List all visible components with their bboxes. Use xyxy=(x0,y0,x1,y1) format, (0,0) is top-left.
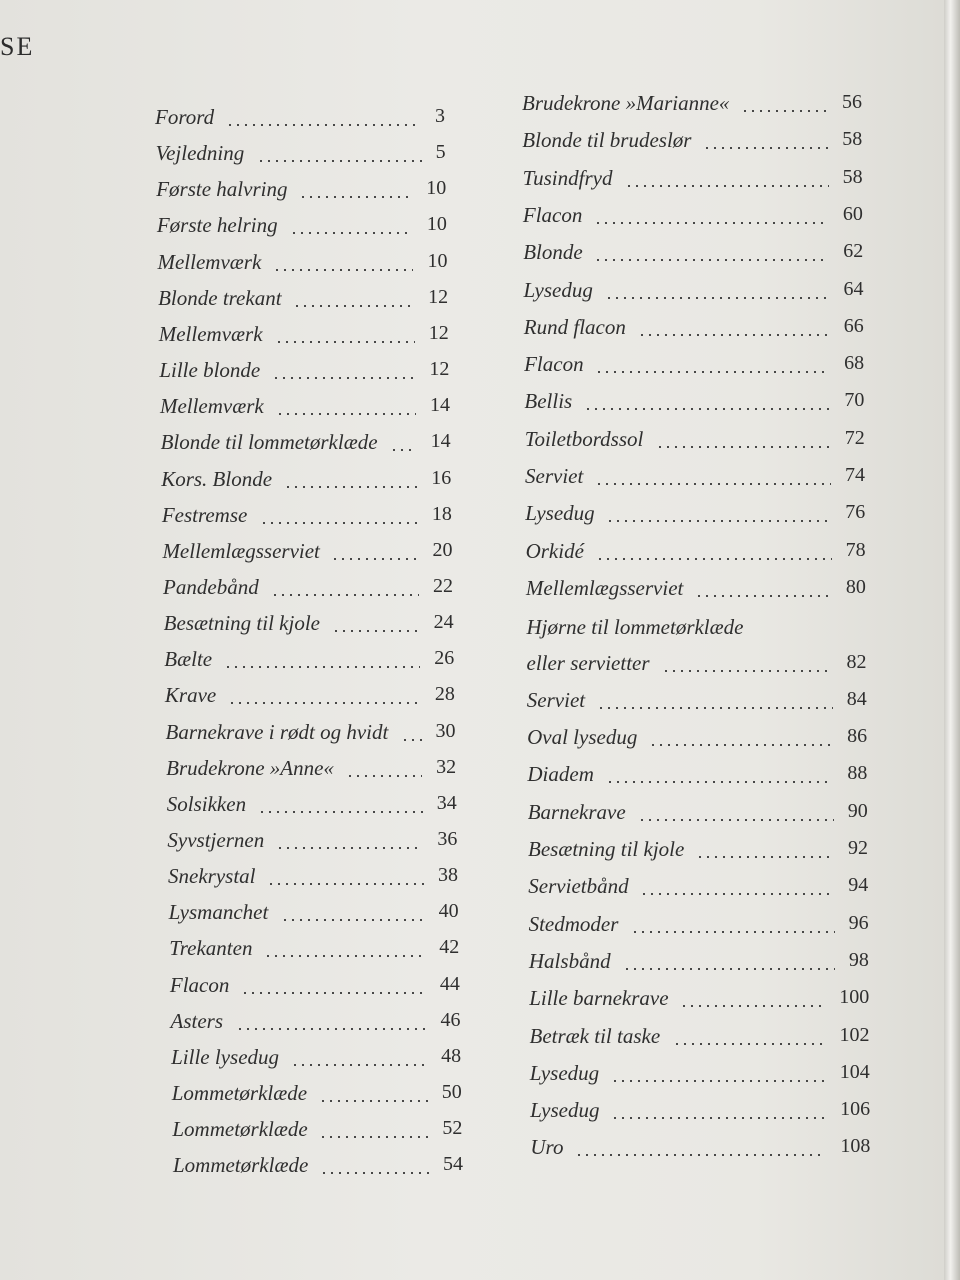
toc-page-number: 12 xyxy=(429,358,450,381)
toc-entry xyxy=(165,678,455,712)
toc-entry xyxy=(158,281,448,315)
toc-entry xyxy=(523,198,863,232)
toc-entry xyxy=(529,981,869,1015)
toc-page-number: 24 xyxy=(433,611,454,634)
toc-leader-dots xyxy=(638,819,834,821)
toc-entry-title: Mellemlægsserviet xyxy=(525,575,684,600)
toc-entry-title: Asters xyxy=(170,1008,223,1033)
toc-leader-dots xyxy=(606,781,833,783)
toc-page-number: 68 xyxy=(844,352,865,375)
toc-entry-title: Rund flacon xyxy=(523,314,626,339)
toc-page-number: 50 xyxy=(441,1081,462,1104)
toc-entry-title: Flacon xyxy=(169,972,230,997)
toc-entry xyxy=(164,606,454,640)
toc-page-number: 82 xyxy=(846,650,867,673)
toc-page-number: 76 xyxy=(845,501,866,524)
toc-page-number: 86 xyxy=(847,725,868,748)
toc-page-number: 80 xyxy=(845,575,866,598)
toc-entry xyxy=(522,86,862,120)
toc-page-number: 56 xyxy=(842,91,862,113)
toc-entry-title: Bælte xyxy=(164,647,213,672)
toc-leader-dots xyxy=(331,558,418,560)
toc-entry-title: Forord xyxy=(155,105,215,129)
toc-entry xyxy=(156,172,446,206)
toc-leader-dots xyxy=(272,377,415,379)
toc-leader-dots xyxy=(584,408,830,410)
toc-entry-title: Lille lysedug xyxy=(171,1044,280,1069)
toc-entry xyxy=(524,347,864,381)
toc-page-number: 10 xyxy=(426,177,447,200)
toc-page-number: 10 xyxy=(427,249,448,272)
toc-entry xyxy=(157,245,447,279)
toc-leader-dots xyxy=(258,811,423,813)
toc-entry xyxy=(530,1130,870,1164)
toc-leader-dots xyxy=(319,1136,428,1138)
toc-entry xyxy=(167,823,457,857)
toc-leader-dots xyxy=(224,666,420,668)
toc-entry xyxy=(156,136,446,170)
toc-leader-dots xyxy=(299,196,412,198)
toc-leader-dots xyxy=(696,856,834,858)
toc-page-number: 48 xyxy=(441,1044,462,1067)
toc-page-number: 40 xyxy=(438,900,459,923)
toc-page-number: 90 xyxy=(847,799,868,822)
toc-page-number: 14 xyxy=(430,430,451,453)
toc-entry-title-continued: eller servietter xyxy=(526,650,650,675)
toc-entry xyxy=(530,1056,870,1090)
toc-entry-title: Serviet xyxy=(526,687,586,712)
toc-leader-dots xyxy=(293,305,414,307)
toc-entry-title: Første halvring xyxy=(156,177,288,202)
toc-entry xyxy=(526,614,867,680)
toc-leader-dots xyxy=(656,446,831,448)
toc-leader-dots xyxy=(228,702,421,704)
toc-entry xyxy=(157,208,447,242)
toc-leader-dots xyxy=(703,147,828,149)
toc-leader-dots xyxy=(319,1100,428,1102)
toc-entry-title: Lysedug xyxy=(530,1098,600,1123)
toc-entry xyxy=(523,161,863,195)
toc-page-number: 36 xyxy=(437,828,458,850)
toc-leader-dots xyxy=(257,160,422,162)
toc-entry-title: Lysedug xyxy=(523,277,593,302)
toc-entry xyxy=(159,317,449,351)
toc-entry xyxy=(159,353,449,387)
toc-page-number: 14 xyxy=(429,394,450,417)
toc-entry xyxy=(162,498,452,532)
toc-leader-dots xyxy=(594,222,829,224)
toc-entry xyxy=(527,720,867,754)
toc-entry-title: Toiletbordssol xyxy=(524,426,644,451)
toc-entry xyxy=(527,757,867,791)
toc-entry xyxy=(526,534,866,568)
toc-page-number: 58 xyxy=(842,128,863,151)
toc-leader-dots xyxy=(273,269,413,271)
toc-page-number: 108 xyxy=(840,1135,871,1158)
toc-entry-title: Brudekrone »Marianne« xyxy=(522,91,730,115)
toc-leader-dots xyxy=(291,1064,427,1066)
toc-page-number: 16 xyxy=(431,466,452,489)
toc-page-number: 38 xyxy=(438,864,459,887)
toc-entry-title: Tusindfryd xyxy=(522,165,613,190)
toc-page-number: 78 xyxy=(845,538,866,561)
toc-entry xyxy=(529,944,869,978)
toc-page-number: 62 xyxy=(843,240,864,263)
toc-page-number: 96 xyxy=(848,911,869,934)
toc-entry-title: Lommetørklæde xyxy=(171,1081,308,1106)
toc-entry xyxy=(166,715,456,749)
toc-entry-title: Brudekrone »Anne« xyxy=(166,755,334,780)
toc-leader-dots xyxy=(281,919,425,921)
toc-page-number: 84 xyxy=(846,687,867,710)
toc-entry xyxy=(155,100,445,134)
toc-page-number: 18 xyxy=(431,502,452,525)
toc-entry xyxy=(529,907,869,941)
toc-entry xyxy=(170,968,460,1002)
toc-entry xyxy=(524,310,864,344)
toc-entry-title: Kors. Blonde xyxy=(161,466,273,491)
toc-entry xyxy=(526,571,866,605)
toc-leader-dots xyxy=(275,341,415,343)
toc-page-number: 10 xyxy=(426,213,447,236)
toc-leader-dots xyxy=(346,775,422,777)
toc-leader-dots xyxy=(741,110,828,112)
toc-leader-dots xyxy=(638,334,830,336)
toc-leader-dots xyxy=(401,739,422,741)
toc-leader-dots xyxy=(606,520,831,522)
toc-entry-title: Lysedug xyxy=(529,1060,600,1085)
toc-entry xyxy=(162,534,452,568)
toc-page-number: 54 xyxy=(442,1153,463,1176)
toc-entry xyxy=(167,787,457,821)
toc-entry-title: Lille barnekrave xyxy=(529,986,669,1011)
toc-entry xyxy=(166,751,456,785)
toc-entry xyxy=(172,1112,462,1146)
toc-entry xyxy=(173,1148,463,1182)
toc-page-number: 32 xyxy=(436,755,457,778)
toc-entry-title: Halsbånd xyxy=(528,948,611,973)
toc-entry-title: Syvstjernen xyxy=(167,828,265,852)
toc-entry-title: Lysmanchet xyxy=(168,900,269,925)
toc-page-number: 102 xyxy=(839,1023,870,1046)
toc-page-number: 106 xyxy=(840,1098,871,1121)
toc-leader-dots xyxy=(271,594,419,596)
toc-entry-title: Pandebånd xyxy=(163,574,259,599)
toc-leader-dots xyxy=(390,449,417,451)
header-fragment: SE xyxy=(0,32,35,61)
toc-entry-title: Lysedug xyxy=(525,501,595,526)
toc-leader-dots xyxy=(695,595,832,597)
toc-entry xyxy=(525,496,865,530)
toc-entry-title: Barnekrave xyxy=(527,799,626,824)
toc-entry-title: Servietbånd xyxy=(528,874,629,899)
toc-entry-title: Blonde til lommetørklæde xyxy=(160,430,378,455)
toc-entry-title: Betræk til taske xyxy=(529,1023,661,1048)
toc-entry-title: Besætning til kjole xyxy=(163,611,320,636)
toc-page-number: 98 xyxy=(848,948,869,971)
toc-leader-dots xyxy=(597,707,833,709)
toc-leader-dots xyxy=(611,1080,826,1082)
toc-page-number: 74 xyxy=(845,464,865,486)
toc-page-number: 3 xyxy=(435,105,445,127)
toc-entry xyxy=(168,859,458,893)
toc-entry-title: Serviet xyxy=(525,464,584,488)
toc-entry xyxy=(160,389,450,423)
toc-entry xyxy=(169,895,459,929)
toc-entry-title: Blonde xyxy=(523,240,583,265)
toc-entry xyxy=(169,931,459,965)
toc-leader-dots xyxy=(631,931,835,933)
toc-entry-title: Første helring xyxy=(156,213,278,238)
toc-page-number: 58 xyxy=(842,165,863,188)
toc-leader-dots xyxy=(673,1043,826,1045)
toc-leader-dots xyxy=(680,1005,825,1007)
toc-entry xyxy=(525,459,865,493)
toc-entry-title: Barnekrave i rødt og hvidt xyxy=(165,719,389,744)
toc-page-number: 92 xyxy=(848,837,868,859)
toc-leader-dots xyxy=(625,185,829,187)
toc-entry-title: Mellemlægsserviet xyxy=(162,538,320,563)
toc-page-number: 26 xyxy=(434,647,455,670)
toc-leader-dots xyxy=(594,259,829,261)
toc-entry xyxy=(530,1093,870,1127)
toc-leader-dots xyxy=(605,297,830,299)
toc-leader-dots xyxy=(595,371,830,373)
toc-entry-title: Lille blonde xyxy=(159,358,261,383)
toc-entry-title: Flacon xyxy=(522,202,583,227)
toc-entry-title: Blonde trekant xyxy=(158,285,282,310)
toc-leader-dots xyxy=(623,968,835,970)
toc-entry-title: Snekrystal xyxy=(168,864,256,889)
toc-entry-title: Stedmoder xyxy=(528,911,619,936)
toc-entry xyxy=(171,1004,461,1038)
toc-leader-dots xyxy=(236,1028,427,1030)
toc-entry-title: Diadem xyxy=(527,762,594,787)
toc-page-number: 60 xyxy=(842,202,863,225)
toc-entry xyxy=(524,384,864,418)
toc-page-number: 100 xyxy=(839,986,870,1009)
toc-leader-dots xyxy=(264,955,425,957)
toc-leader-dots xyxy=(241,992,426,994)
toc-entry xyxy=(163,570,453,604)
toc-entry-title: Bellis xyxy=(524,389,573,414)
toc-page-number: 34 xyxy=(436,791,457,814)
toc-entry xyxy=(171,1040,461,1074)
toc-leader-dots xyxy=(226,124,421,126)
toc-entry xyxy=(523,235,863,269)
toc-entry-title: Lommetørklæde xyxy=(172,1153,309,1178)
toc-leader-dots xyxy=(640,893,834,895)
toc-leader-dots xyxy=(290,232,413,234)
toc-leader-dots xyxy=(662,670,833,672)
toc-page-number: 66 xyxy=(843,314,864,337)
toc-leader-dots xyxy=(595,483,831,485)
toc-page-number: 88 xyxy=(847,762,868,785)
toc-entry xyxy=(528,869,868,903)
toc-leader-dots xyxy=(611,1117,826,1119)
toc-entry-title: Trekanten xyxy=(169,936,253,961)
toc-entry xyxy=(161,462,451,496)
toc-leader-dots xyxy=(332,630,420,632)
toc-entry xyxy=(164,642,454,676)
toc-page-number: 52 xyxy=(442,1117,463,1140)
toc-entry xyxy=(172,1076,462,1110)
toc-leader-dots xyxy=(649,744,833,746)
toc-entry xyxy=(527,683,867,717)
toc-leader-dots xyxy=(267,883,424,885)
toc-entry-title: Mellemværk xyxy=(157,249,262,274)
toc-page-number: 22 xyxy=(433,574,454,597)
toc-page-number: 104 xyxy=(839,1060,870,1083)
toc-entry-title: Uro xyxy=(530,1135,564,1160)
toc-entry xyxy=(161,425,451,459)
toc-entry xyxy=(530,1019,870,1053)
toc-entry xyxy=(528,832,868,866)
toc-entry-title: Besætning til kjole xyxy=(528,837,685,861)
toc-entry-title: Lommetørklæde xyxy=(172,1117,308,1142)
toc-leader-dots xyxy=(575,1154,826,1156)
toc-leader-dots xyxy=(260,522,418,524)
toc-entry-title: Orkidé xyxy=(525,538,584,563)
toc-entry-title: Festremse xyxy=(161,502,248,527)
toc-page-number: 72 xyxy=(844,426,865,449)
page-edge xyxy=(944,0,960,1280)
toc-entry-title: Vejledning xyxy=(155,141,245,166)
toc-page-number: 94 xyxy=(848,874,869,897)
toc-page-number: 46 xyxy=(440,1008,461,1031)
toc-page-number: 12 xyxy=(428,285,449,308)
toc-entry-title: Flacon xyxy=(524,352,584,377)
toc-leader-dots xyxy=(276,847,423,849)
toc-leader-dots xyxy=(320,1172,429,1174)
toc-entry-title: Oval lysedug xyxy=(527,725,638,750)
toc-entry-title: Solsikken xyxy=(166,791,247,816)
toc-leader-dots xyxy=(596,558,832,560)
toc-page-number: 70 xyxy=(844,389,865,412)
toc-leader-dots xyxy=(284,486,417,488)
toc-entry xyxy=(528,795,868,829)
toc-page-number: 44 xyxy=(439,972,460,995)
toc-entry xyxy=(524,273,864,307)
toc-entry-title: Mellemværk xyxy=(159,394,264,419)
toc-entry xyxy=(522,123,862,157)
toc-page-number: 12 xyxy=(428,321,449,344)
toc-page-number: 28 xyxy=(434,683,455,706)
toc-entry-title: Krave xyxy=(164,683,217,708)
toc-page-number: 5 xyxy=(435,141,446,164)
toc-entry-title: Blonde til brudeslør xyxy=(522,128,692,153)
toc-page-number: 20 xyxy=(432,538,453,561)
toc-entry xyxy=(525,422,865,456)
toc-leader-dots xyxy=(276,413,416,415)
toc-entry-title: Mellemværk xyxy=(158,321,263,346)
toc-page-number: 64 xyxy=(843,277,864,300)
toc-page-number: 30 xyxy=(435,719,456,742)
toc-entry-title: Hjørne til lommetørklæde xyxy=(526,614,744,639)
toc-page-number: 42 xyxy=(439,936,460,959)
